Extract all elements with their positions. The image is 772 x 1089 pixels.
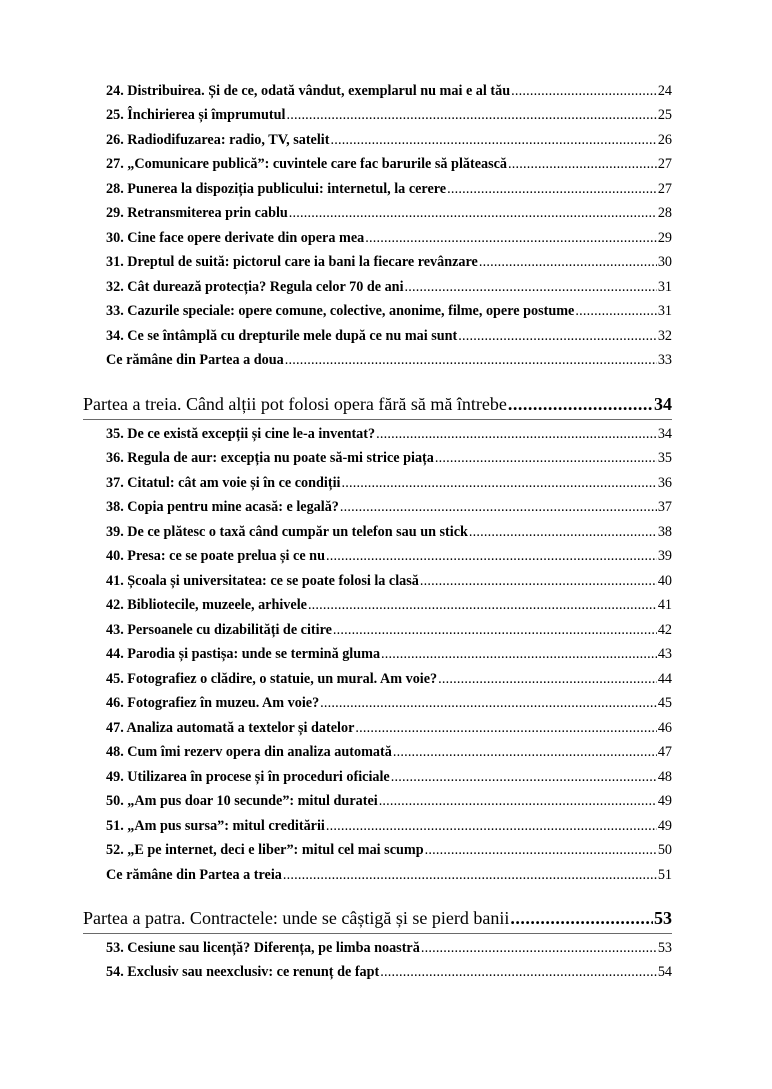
- toc-entry-title: Ce rămâne din Partea a doua: [106, 352, 284, 368]
- toc-part-page: 53: [654, 908, 672, 928]
- toc-entry-title: 52. „E pe internet, deci e liber”: mitul cel mai scump: [106, 842, 424, 858]
- toc-part-3-heading[interactable]: [83, 394, 672, 415]
- toc-entry-25[interactable]: [106, 107, 672, 124]
- dot-leader: [393, 744, 657, 761]
- toc-entry-page: 50: [657, 842, 672, 858]
- toc-entry-summary-part-3[interactable]: [106, 867, 672, 884]
- toc-entry-title: Ce rămâne din Partea a treia: [106, 867, 282, 883]
- toc-entry-title: 48. Cum îmi rezerv opera din analiza automată: [106, 744, 392, 760]
- dot-leader: [355, 720, 656, 737]
- dot-leader: [320, 695, 657, 712]
- toc-entry-24[interactable]: [106, 83, 672, 100]
- toc-part-title: Partea a treia. Când alții pot folosi opera fără să mă întrebe: [83, 394, 507, 414]
- toc-entry-page: 44: [657, 671, 672, 687]
- dot-leader: [283, 867, 657, 884]
- toc-entry-page: 38: [657, 524, 672, 540]
- toc-entry-title: 32. Cât durează protecția? Regula celor 70 de ani: [106, 279, 404, 295]
- dot-leader: [447, 181, 657, 198]
- dot-leader: [425, 842, 657, 859]
- dot-leader: [421, 940, 657, 957]
- toc-entry-38[interactable]: [106, 499, 672, 516]
- toc-entry-page: 31: [657, 303, 672, 319]
- toc-entry-title: 34. Ce se întâmplă cu drepturile mele după ce nu mai sunt: [106, 328, 458, 344]
- toc-entry-42[interactable]: [106, 597, 672, 614]
- toc-entry-page: 31: [657, 279, 672, 295]
- toc-entry-40[interactable]: [106, 548, 672, 565]
- dot-leader: [376, 426, 657, 443]
- toc-entry-43[interactable]: [106, 622, 672, 639]
- dot-leader: [340, 499, 657, 516]
- dot-leader: [326, 548, 657, 565]
- dot-leader: [508, 394, 653, 415]
- toc-entry-page: 40: [657, 573, 672, 589]
- dot-leader: [510, 908, 653, 929]
- toc-entry-page: 49: [657, 793, 672, 809]
- toc-entry-page: 26: [657, 132, 672, 148]
- toc-entry-page: 35: [657, 450, 672, 466]
- dot-leader: [333, 622, 657, 639]
- toc-entry-title: 49. Utilizarea în procese și în proceduri oficiale: [106, 769, 390, 785]
- dot-leader: [380, 964, 657, 981]
- toc-entry-53[interactable]: [106, 940, 672, 957]
- toc-entry-48[interactable]: [106, 744, 672, 761]
- toc-entry-36[interactable]: [106, 450, 672, 467]
- toc-entry-title: 43. Persoanele cu dizabilități de citire: [106, 622, 332, 638]
- dot-leader: [326, 818, 657, 835]
- dot-leader: [575, 303, 656, 320]
- toc-entry-page: 45: [657, 695, 672, 711]
- toc-entry-page: 30: [657, 254, 672, 270]
- toc-part-4-heading[interactable]: [83, 908, 672, 929]
- dot-leader: [308, 597, 657, 614]
- toc-entry-title: 38. Copia pentru mine acasă: e legală?: [106, 499, 339, 515]
- dot-leader: [469, 524, 657, 541]
- toc-entry-29[interactable]: [106, 205, 672, 222]
- toc-entry-page: 37: [657, 499, 672, 515]
- toc-entry-26[interactable]: [106, 132, 672, 149]
- toc-entry-47[interactable]: [106, 720, 672, 737]
- toc-entry-page: 33: [657, 352, 672, 368]
- dot-leader: [511, 83, 657, 100]
- toc-entry-title: 37. Citatul: cât am voie și în ce condiții: [106, 475, 341, 491]
- dot-leader: [289, 205, 657, 222]
- toc-entry-title: 53. Cesiune sau licență? Diferența, pe limba noastră: [106, 940, 420, 956]
- toc-entry-49[interactable]: [106, 769, 672, 786]
- toc-entry-title: 40. Presa: ce se poate prelua și ce nu: [106, 548, 325, 564]
- toc-entry-46[interactable]: [106, 695, 672, 712]
- toc-entry-31[interactable]: [106, 254, 672, 271]
- toc-entry-page: 48: [657, 769, 672, 785]
- toc-entry-27[interactable]: [106, 156, 672, 173]
- toc-entry-page: 53: [657, 940, 672, 956]
- dot-leader: [341, 475, 656, 492]
- toc-entry-title: 54. Exclusiv sau neexclusiv: ce renunț de fapt: [106, 964, 380, 980]
- part-divider: [83, 419, 672, 420]
- toc-entry-title: 51. „Am pus sursa”: mitul creditării: [106, 818, 325, 834]
- toc-entry-title: 42. Bibliotecile, muzeele, arhivele: [106, 597, 307, 613]
- toc-entry-37[interactable]: [106, 475, 672, 492]
- dot-leader: [508, 156, 657, 173]
- dot-leader: [365, 230, 657, 247]
- toc-entry-page: 46: [657, 720, 672, 736]
- toc-entry-page: 49: [657, 818, 672, 834]
- dot-leader: [458, 328, 657, 345]
- toc-entry-title: 27. „Comunicare publică”: cuvintele care fac barurile să plătească: [106, 156, 508, 172]
- dot-leader: [286, 107, 656, 124]
- part-divider: [83, 933, 672, 934]
- toc-entry-title: 39. De ce plătesc o taxă când cumpăr un telefon sau un stick: [106, 524, 468, 540]
- dot-leader: [420, 573, 657, 590]
- toc-entry-title: 24. Distribuirea. Și de ce, odată vândut, exemplarul nu mai e al tău: [106, 83, 511, 99]
- toc-entry-title: 46. Fotografiez în muzeu. Am voie?: [106, 695, 320, 711]
- toc-entry-page: 36: [657, 475, 672, 491]
- dot-leader: [405, 279, 657, 296]
- toc-part-title: Partea a patra. Contractele: unde se câștigă și se pierd banii: [83, 908, 510, 928]
- toc-entry-page: 32: [657, 328, 672, 344]
- toc-entry-page: 24: [657, 83, 672, 99]
- toc-entry-title: 31. Dreptul de suită: pictorul care ia bani la fiecare revânzare: [106, 254, 478, 270]
- toc-entry-title: 45. Fotografiez o clădire, o statuie, un mural. Am voie?: [106, 671, 438, 687]
- toc-entry-33[interactable]: [106, 303, 672, 320]
- toc-entry-54[interactable]: [106, 964, 672, 981]
- toc-entry-page: 29: [657, 230, 672, 246]
- toc-entry-title: 50. „Am pus doar 10 secunde”: mitul duratei: [106, 793, 378, 809]
- toc-entry-page: 42: [657, 622, 672, 638]
- toc-entry-page: 47: [657, 744, 672, 760]
- toc-entry-page: 39: [657, 548, 672, 564]
- dot-leader: [285, 352, 657, 369]
- toc-entry-34[interactable]: [106, 328, 672, 345]
- toc-entry-title: 35. De ce există excepții și cine le-a inventat?: [106, 426, 376, 442]
- toc-entry-page: 28: [657, 205, 672, 221]
- toc-entry-41[interactable]: [106, 573, 672, 590]
- toc-entry-39[interactable]: [106, 524, 672, 541]
- toc-entry-title: 28. Punerea la dispoziția publicului: internetul, la cerere: [106, 181, 447, 197]
- toc-entry-page: 27: [657, 156, 672, 172]
- toc-entry-30[interactable]: [106, 230, 672, 247]
- toc-entry-page: 51: [657, 867, 672, 883]
- toc-entry-title: 33. Cazurile speciale: opere comune, colective, anonime, filme, opere postume: [106, 303, 575, 319]
- dot-leader: [381, 646, 657, 663]
- dot-leader: [330, 132, 656, 149]
- toc-entry-title: 44. Parodia și pastișa: unde se termină gluma: [106, 646, 381, 662]
- toc-entry-page: 43: [657, 646, 672, 662]
- dot-leader: [379, 793, 657, 810]
- toc-entry-51[interactable]: [106, 818, 672, 835]
- dot-leader: [479, 254, 657, 271]
- toc-entry-35[interactable]: [106, 426, 672, 443]
- toc-entry-summary-part-2[interactable]: [106, 352, 672, 369]
- toc-entry-page: 27: [657, 181, 672, 197]
- toc-entry-title: 29. Retransmiterea prin cablu: [106, 205, 288, 221]
- toc-entry-title: 25. Închirierea și împrumutul: [106, 107, 286, 123]
- toc-entry-title: 41. Școala și universitatea: ce se poate folosi la clasă: [106, 573, 419, 589]
- toc-entry-page: 41: [657, 597, 672, 613]
- toc-entry-32[interactable]: [106, 279, 672, 296]
- toc-entry-50[interactable]: [106, 793, 672, 810]
- toc-entry-title: 26. Radiodifuzarea: radio, TV, satelit: [106, 132, 330, 148]
- toc-entry-52[interactable]: [106, 842, 672, 859]
- toc-entry-title: 36. Regula de aur: excepția nu poate să-mi strice piața: [106, 450, 434, 466]
- toc-entry-45[interactable]: [106, 671, 672, 688]
- toc-part-page: 34: [654, 394, 672, 414]
- toc-entry-page: 54: [657, 964, 672, 980]
- toc-entry-page: 25: [657, 107, 672, 123]
- toc-entry-title: 30. Cine face opere derivate din opera mea: [106, 230, 365, 246]
- dot-leader: [438, 671, 657, 688]
- dot-leader: [391, 769, 657, 786]
- toc-entry-44[interactable]: [106, 646, 672, 663]
- toc-entry-title: 47. Analiza automată a textelor și datelor: [106, 720, 355, 736]
- dot-leader: [435, 450, 657, 467]
- toc-entry-page: 34: [657, 426, 672, 442]
- toc-entry-28[interactable]: [106, 181, 672, 198]
